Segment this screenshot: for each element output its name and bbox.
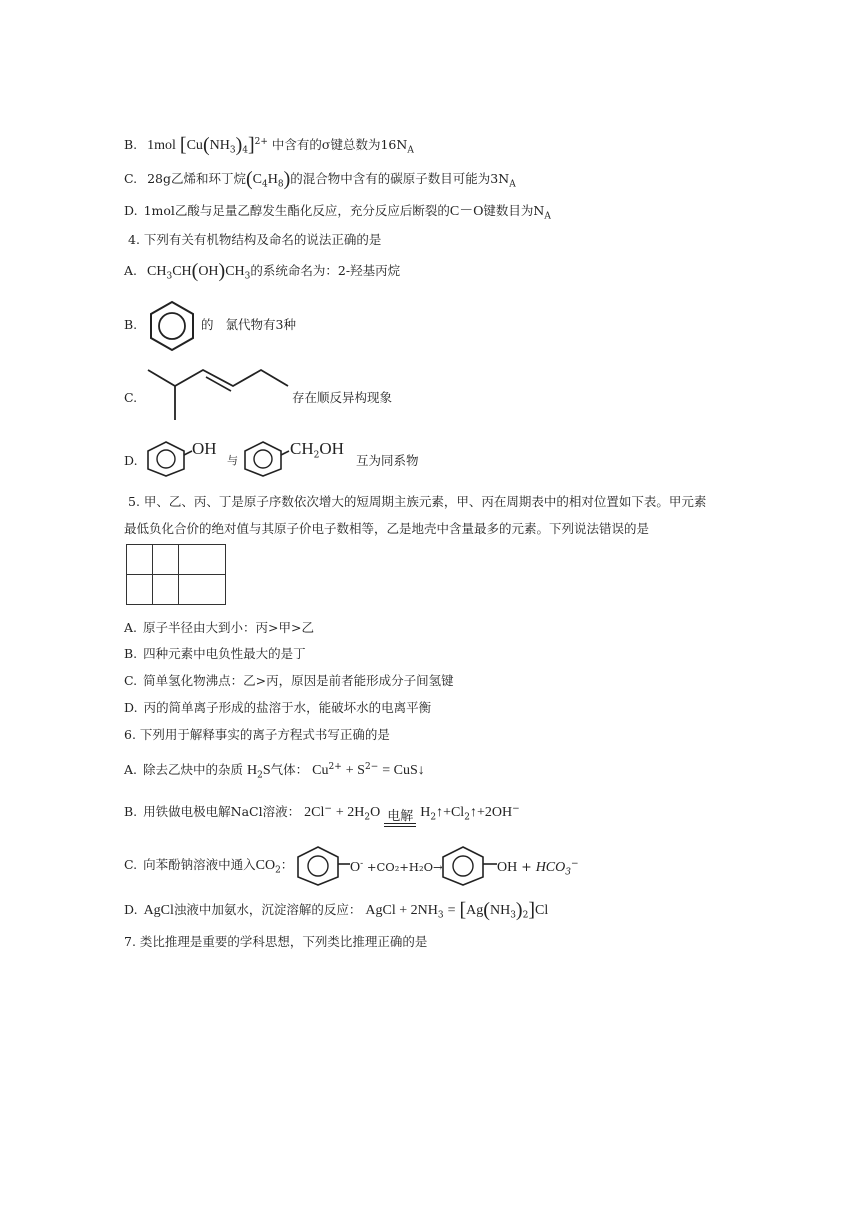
option-label: A. xyxy=(124,620,138,635)
superscript: 2+ xyxy=(328,762,342,772)
formula-text: CO xyxy=(255,858,276,873)
formula-text: H xyxy=(267,172,278,187)
subscript: 3 xyxy=(166,271,173,282)
periodic-table-fragment xyxy=(126,544,226,605)
q4-option-d xyxy=(124,452,144,470)
formula-text: NH xyxy=(489,903,511,918)
text: 氯代物有3种 xyxy=(225,317,296,332)
option-label: B. xyxy=(124,804,138,820)
q6-option-d: D. AgCl浊液中加氨水，沉淀溶解的反应： AgCl + $2NH_3 = [Ag(NH_3)_2]Cl$ xyxy=(124,899,549,921)
subscript: 2 xyxy=(522,910,529,921)
formula-text: C－O xyxy=(449,204,484,219)
question-text: 最低负化合价的绝对值与其原子价电子数相等，乙是地壳中含量最多的元素。下列说法错误的是 xyxy=(124,521,650,536)
q6-option-c-eq xyxy=(350,855,443,877)
subscript: 8 xyxy=(277,179,284,190)
q5-option-b xyxy=(124,645,306,663)
cell-bing xyxy=(179,575,226,605)
text: 中含有的σ键总数为16N xyxy=(271,137,408,153)
formula-text: Cu xyxy=(312,763,329,779)
formula-text: Ag xyxy=(466,903,484,918)
formula-text: CH xyxy=(290,439,314,458)
option-label: C. xyxy=(124,390,138,405)
phenol-structure xyxy=(146,441,192,477)
formula-text: AgCl + 2NH xyxy=(365,903,438,918)
option-label: C. xyxy=(124,673,138,688)
superscript: − xyxy=(324,804,332,814)
q4-option-b xyxy=(124,316,143,334)
formula-text: +CO₂+H₂O→ xyxy=(366,859,443,874)
benzyl-alcohol-structure xyxy=(243,441,289,477)
formula-text: CH xyxy=(225,264,245,279)
q5-option-a xyxy=(124,619,314,637)
q4-option-b-text xyxy=(201,316,296,334)
subscript: 4 xyxy=(262,179,268,190)
text: 与 xyxy=(227,454,238,467)
subscript: 3 xyxy=(244,271,251,282)
formula-text: Cl xyxy=(535,903,549,918)
superscript: − xyxy=(570,859,579,869)
formula-text: Cu xyxy=(186,138,203,154)
text: 向苯酚钠溶液中通入 xyxy=(143,857,256,872)
question-text: 5. 甲、乙、丙、丁是原子序数依次增大的短周期主族元素，甲、丙在周期表中的相对位置如下表。甲元素 xyxy=(128,494,707,509)
option-label: A. xyxy=(124,263,138,278)
option-label: C. xyxy=(124,171,138,186)
option-label: D. xyxy=(124,902,138,917)
option-label: B. xyxy=(124,646,138,661)
text: 气体： xyxy=(270,762,309,778)
formula-text: OH xyxy=(319,439,344,458)
formula-text: OH xyxy=(497,860,518,876)
subscript: 2 xyxy=(364,812,371,823)
text: 丙的简单离子形成的盐溶于水，能破坏水的电离平衡 xyxy=(143,700,432,715)
cell-jia xyxy=(127,545,153,575)
q5-option-c xyxy=(124,672,454,690)
subscript: 2 xyxy=(313,450,320,461)
phenol-product-structure xyxy=(441,846,499,886)
q6-option-b xyxy=(124,800,520,827)
q4-option-a: A. $CH_3CH(OH)CH_3$的系统命名为：2-羟基丙烷 xyxy=(124,260,401,282)
text: 四种元素中电负性最大的是丁 xyxy=(143,646,306,661)
superscript: 2− xyxy=(364,762,379,772)
question-text: 4. 下列有关有机物结构及命名的说法正确的是 xyxy=(128,232,382,247)
electrolysis-condition xyxy=(384,810,416,827)
formula-text: = xyxy=(447,903,456,918)
formula-text: = CuS↓ xyxy=(382,763,425,779)
text: 的 xyxy=(201,317,214,332)
q4-option-d-oh xyxy=(192,440,217,459)
text: 用铁做电极电解NaCl溶液： xyxy=(143,804,301,820)
text: 的系统命名为：2-羟基丙烷 xyxy=(250,263,401,278)
text: 简单氢化物沸点：乙>丙，原因是前者能形成分子间氢键 xyxy=(143,673,454,688)
q4-option-c-text xyxy=(292,389,392,407)
option-label: B. xyxy=(124,317,138,332)
option-label: B. xyxy=(124,137,138,153)
formula-text: NH xyxy=(209,138,230,154)
formula-text: O xyxy=(370,805,381,821)
question-5-line-1 xyxy=(128,493,706,511)
option-label: D. xyxy=(124,700,138,715)
q6-option-c-rhs xyxy=(497,855,579,882)
superscript: - xyxy=(360,859,364,869)
cell-empty xyxy=(179,545,226,575)
q6-option-c xyxy=(124,856,293,880)
superscript: − xyxy=(512,804,520,814)
q4-option-d-text xyxy=(356,452,419,470)
text: 互为同系物 xyxy=(356,453,419,468)
phenoxide-structure xyxy=(296,846,352,886)
question-6 xyxy=(124,726,390,744)
condition-text: 电解 xyxy=(387,809,414,825)
cell-empty xyxy=(153,545,179,575)
subscript: 2 xyxy=(275,865,281,876)
formula-text: OH xyxy=(198,264,219,279)
q3-option-c: C. 28g乙烯和环丁烷$(C_4H_8)$的混合物中含有的碳原子数目可能为$3N_A$ xyxy=(124,168,516,190)
question-5-line-2 xyxy=(124,520,649,538)
formula-text: HCO xyxy=(535,860,566,876)
formula-text: OH xyxy=(192,439,217,458)
q4-option-d-ch2oh xyxy=(290,440,344,465)
formula-text: S xyxy=(262,763,271,779)
text: 的混合物中含有的碳原子数目可能为3N xyxy=(290,171,510,186)
formula-text: ↑+Cl xyxy=(436,805,465,821)
formula-text: C xyxy=(252,172,263,187)
formula-text: 2Cl xyxy=(304,805,325,821)
formula-text: CH xyxy=(172,264,192,279)
text: 28g乙烯和环丁烷 xyxy=(147,171,246,186)
formula-text: H xyxy=(247,763,258,779)
alkene-skeletal-structure xyxy=(146,362,292,424)
q6-option-a xyxy=(124,758,425,785)
formula-text: CH xyxy=(147,264,167,279)
cell-empty xyxy=(127,575,153,605)
subscript: 3 xyxy=(437,910,444,921)
superscript: 2+ xyxy=(254,137,268,147)
option-label: D. xyxy=(124,453,138,468)
subscript: 2 xyxy=(257,770,263,781)
question-4 xyxy=(128,231,381,249)
q3-option-b: B. 1mol $[Cu(NH_3)_4]^{2+}$ 中含有的σ键总数为$16N_A$ xyxy=(124,134,414,157)
text: 1mol乙酸与足量乙醇发生酯化反应，充分反应后断裂的 xyxy=(143,203,450,218)
formula-text: ↑+2OH xyxy=(469,805,513,821)
subscript: 4 xyxy=(242,145,248,156)
option-label: C. xyxy=(124,857,138,872)
text: ： xyxy=(280,857,294,872)
q5-option-d xyxy=(124,699,431,717)
q3-option-d xyxy=(124,202,551,226)
subscript: 3 xyxy=(510,910,516,921)
text: + xyxy=(521,859,532,875)
q4-option-c xyxy=(124,389,143,407)
question-7 xyxy=(124,933,427,951)
text: 浊液中加氨水，沉淀溶解的反应： xyxy=(173,902,362,917)
text: 键数目为N xyxy=(483,203,545,218)
subscript: A xyxy=(509,179,516,190)
question-text: 7. 类比推理是重要的学科思想，下列类比推理正确的是 xyxy=(124,934,428,949)
text: 原子半径由大到小：丙>甲>乙 xyxy=(143,620,314,635)
subscript: A xyxy=(544,211,551,222)
option-label: D. xyxy=(124,203,138,218)
formula-text: H xyxy=(420,805,431,821)
option-label: A. xyxy=(124,762,138,778)
subscript: 3 xyxy=(565,867,571,878)
text: 除去乙炔中的杂质 xyxy=(143,762,244,778)
formula-text: 1mol xyxy=(147,138,176,154)
text: 存在顺反异构现象 xyxy=(292,390,393,405)
formula-text: O xyxy=(350,859,361,875)
subscript: 2 xyxy=(430,812,437,823)
cell-empty xyxy=(153,575,179,605)
subscript: A xyxy=(407,145,414,156)
question-text: 6. 下列用于解释事实的离子方程式书写正确的是 xyxy=(124,727,390,742)
subscript: 2 xyxy=(464,812,470,823)
formula-text: AgCl xyxy=(143,903,174,918)
formula-text: + S xyxy=(345,763,365,779)
subscript: 3 xyxy=(229,145,236,156)
formula-text: + 2H xyxy=(335,805,365,821)
benzene-structure xyxy=(146,300,198,352)
q4-option-d-with xyxy=(227,452,238,470)
